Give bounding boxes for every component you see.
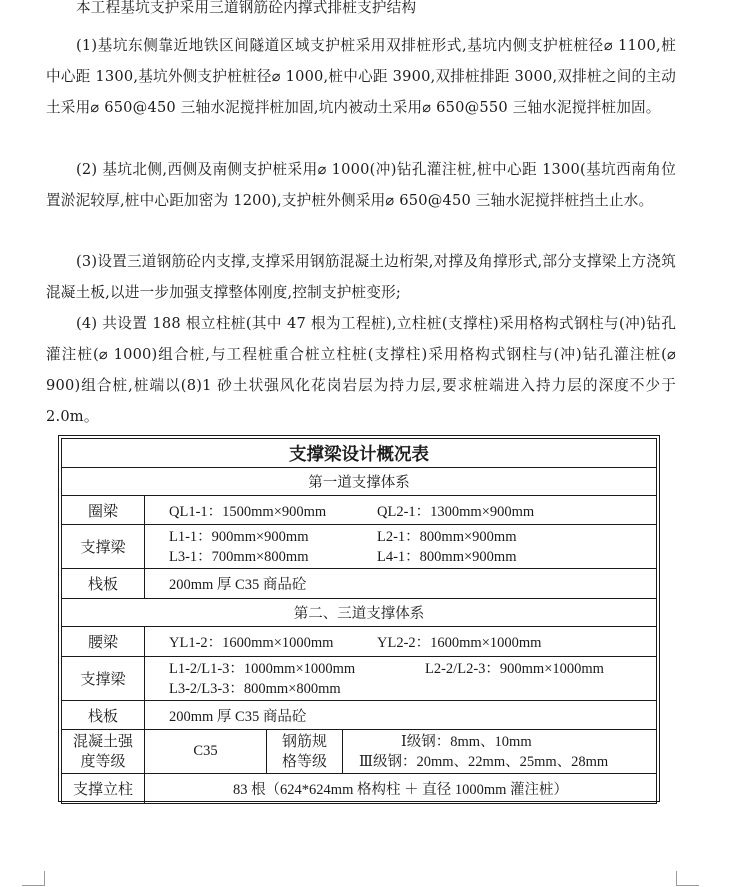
slab-2-value: 200mm 厚 C35 商品砼 — [145, 701, 657, 730]
steel-grade-iii: Ⅲ级钢：20mm、22mm、25mm、28mm — [359, 753, 609, 770]
brace-l3-2: L3-2/L3-3：800mm×800mm — [169, 680, 341, 697]
paragraph-4: (4) 共设置 188 根立柱桩(其中 47 根为工程桩),立柱桩(支撑柱)采用格构式钢柱与(冲)钻孔灌注桩(⌀ 1000)组合桩,与工程桩重合桩立柱桩(支撑柱)采用格构式钢柱与(冲)钻孔灌注桩(⌀ 900)组合桩,桩端以(8)1 砂土状强风化花岗岩层为持力层,要求桩端进入持力层的深度不少于 2.0m。 — [46, 315, 676, 425]
brace-1-values — [145, 525, 657, 569]
brace-l3-1: L3-1：700mm×800mm — [169, 548, 309, 565]
row-label-slab-2: 栈板 — [62, 701, 145, 730]
brace-2-values — [145, 657, 657, 701]
row-label-slab-1: 栈板 — [62, 569, 145, 599]
paragraph-1: (1)基坑东侧靠近地铁区间隧道区域支护桩采用双排桩形式,基坑内侧支护桩桩径⌀ 1100,桩中心距 1300,基坑外侧支护桩桩径⌀ 1000,桩中心距 3900,双排桩排距 3000,双排桩之间的主动土采用⌀ 650@450 三轴水泥搅拌桩加固,坑内被动土采用⌀ 650@550 三轴水泥搅拌桩加固。 — [46, 37, 676, 116]
slab-1-value: 200mm 厚 C35 商品砼 — [145, 569, 657, 599]
section-second-third-system: 第二、三道支撑体系 — [62, 599, 657, 627]
brace-l1-2: L1-2/L1-3：1000mm×1000mm — [169, 660, 356, 677]
page-corner-mark-right — [676, 871, 699, 886]
row-label-steel-grade: 钢筋规格等级 — [267, 730, 343, 774]
paragraph-2: (2) 基坑北侧,西侧及南侧支护桩采用⌀ 1000(冲)钻孔灌注桩,桩中心距 1300(基坑西南角位置淤泥较厚,桩中心距加密为 1200),支护桩外侧采用⌀ 650@450 三轴水泥搅拌桩挡土止水。 — [46, 161, 676, 209]
support-column-value: 83 根（624*624mm 格构柱 ＋ 直径 1000mm 灌注桩） — [145, 774, 657, 804]
concrete-grade-value: C35 — [145, 730, 267, 774]
ring-beam-ql1: QL1-1：1500mm×900mm — [169, 503, 327, 520]
row-label-waist-beam: 腰梁 — [62, 627, 145, 657]
waist-yl1-2: YL1-2：1600mm×1000mm — [169, 635, 334, 651]
row-label-brace-2: 支撑梁 — [62, 657, 145, 701]
waist-beam-values — [145, 627, 657, 657]
section-first-system: 第一道支撑体系 — [62, 468, 657, 496]
steel-grade-values — [343, 730, 657, 774]
brace-l2-1: L2-1：800mm×900mm — [377, 528, 517, 545]
table-title: 支撑梁设计概况表 — [62, 439, 657, 468]
row-label-brace-1: 支撑梁 — [62, 525, 145, 569]
design-summary-table-frame — [58, 435, 660, 802]
page-corner-mark-left — [22, 871, 45, 886]
ring-beam-ql2: QL2-1：1300mm×900mm — [377, 503, 535, 520]
brace-l2-2: L2-2/L2-3：900mm×1000mm — [425, 660, 604, 677]
steel-grade-i: Ⅰ级钢：8mm、10mm — [401, 733, 532, 750]
row-label-support-column: 支撑立柱 — [62, 774, 145, 804]
ring-beam-values — [145, 496, 657, 525]
brace-l1-1: L1-1：900mm×900mm — [169, 528, 309, 545]
waist-yl2-2: YL2-2：1600mm×1000mm — [377, 635, 542, 651]
paragraph-3: (3)设置三道钢筋砼内支撑,支撑采用钢筋混凝土边桁架,对撑及角撑形式,部分支撑梁上方浇筑混凝土板,以进一步加强支撑整体刚度,控制支护桩变形; — [46, 253, 676, 301]
design-summary-table — [61, 438, 657, 804]
intro-paragraph: 本工程基坑支护采用三道钢筋砼内撑式排桩支护结构 — [76, 0, 417, 16]
row-label-concrete-grade: 混凝土强度等级 — [62, 730, 145, 774]
brace-l4-1: L4-1：800mm×900mm — [377, 548, 517, 565]
row-label-ring-beam: 圈梁 — [62, 496, 145, 525]
